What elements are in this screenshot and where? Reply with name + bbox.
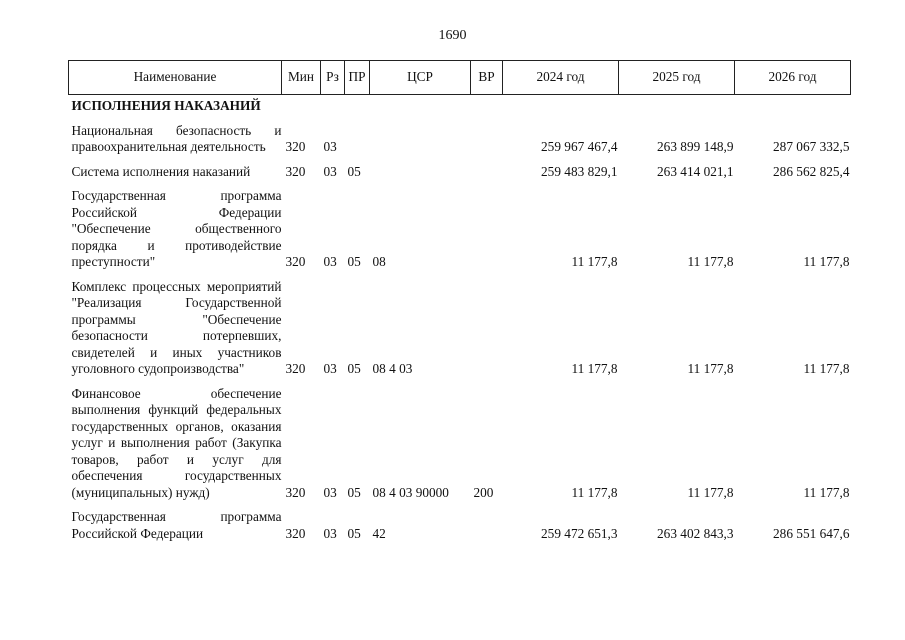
header-min: Мин	[282, 61, 321, 95]
section-title-row	[69, 95, 851, 115]
row-name: Национальная безопасность и правоохранительная деятельность	[71, 122, 282, 154]
table-row	[69, 164, 851, 181]
row-value-2026: 286 562 825,4	[773, 163, 850, 179]
row-pr	[345, 123, 370, 156]
row-pr: 05	[347, 484, 361, 500]
table-row	[69, 279, 851, 378]
row-vr	[471, 123, 503, 156]
header-year-2025: 2025 год	[619, 61, 735, 95]
row-value-2026: 11 177,8	[803, 361, 850, 376]
row-value-2025: 263 402 843,3	[657, 525, 734, 541]
row-min: 320	[285, 139, 306, 154]
row-value-2024: 259 967 467,4	[541, 139, 618, 154]
row-min: 320	[285, 525, 306, 541]
row-vr	[471, 279, 503, 378]
row-min: 320	[285, 254, 306, 269]
header-name: Наименование	[69, 61, 282, 95]
row-pr: 05	[347, 254, 361, 269]
header-pr: ПР	[345, 61, 370, 95]
row-csr: 42	[372, 525, 386, 541]
row-pr: 05	[347, 163, 361, 179]
header-vr: ВР	[471, 61, 503, 95]
row-value-2026: 286 551 647,6	[773, 525, 850, 541]
row-name: Государственная программа Российской Федерации	[71, 509, 282, 541]
table-row	[69, 188, 851, 271]
row-rz: 03	[323, 484, 337, 500]
table-row	[69, 386, 851, 502]
row-min: 320	[285, 163, 306, 179]
table-row	[69, 509, 851, 542]
row-min: 320	[285, 484, 306, 500]
row-vr	[471, 188, 503, 271]
header-csr: ЦСР	[370, 61, 471, 95]
row-name: Государственная программа Российской Федерации "Обеспечение общественного порядка и противодействие преступности"	[71, 188, 282, 269]
row-name: Система исполнения наказаний	[71, 163, 251, 179]
row-value-2026: 11 177,8	[803, 254, 850, 269]
row-value-2024: 259 472 651,3	[541, 525, 618, 541]
row-vr	[471, 509, 503, 542]
row-value-2026: 287 067 332,5	[773, 139, 850, 154]
row-csr	[370, 164, 471, 181]
row-value-2025: 263 899 148,9	[657, 139, 734, 154]
page-number: 1690	[438, 28, 467, 43]
row-csr: 08	[372, 254, 386, 269]
row-vr: 200	[473, 484, 494, 500]
row-value-2024: 11 177,8	[571, 254, 618, 269]
row-pr: 05	[347, 361, 361, 376]
row-value-2025: 11 177,8	[687, 254, 734, 269]
budget-table	[68, 60, 851, 542]
row-rz: 03	[323, 139, 337, 154]
row-csr: 08 4 03 90000	[372, 484, 449, 500]
table-row	[69, 123, 851, 156]
row-value-2024: 11 177,8	[571, 484, 618, 500]
row-name: Финансовое обеспечение выполнения функций федеральных государственных органов, оказания услуг и выполнения работ (Закупка товаров, работ и услуг для обеспечения государственных (муниципальных) нужд)	[71, 385, 282, 500]
row-vr	[471, 164, 503, 181]
row-pr: 05	[347, 525, 361, 541]
row-value-2024: 259 483 829,1	[541, 163, 618, 179]
header-year-2024: 2024 год	[503, 61, 619, 95]
row-rz: 03	[323, 254, 337, 269]
row-value-2025: 263 414 021,1	[657, 163, 734, 179]
header-rz: Рз	[321, 61, 345, 95]
row-rz: 03	[323, 163, 337, 179]
row-name: Комплекс процессных мероприятий "Реализация Государственной программы "Обеспечение безопасности потерпевших, свидетелей и иных участников уголовного судопроизводства"	[71, 278, 282, 376]
row-csr: 08 4 03	[372, 361, 413, 376]
row-value-2025: 11 177,8	[687, 484, 734, 500]
row-rz: 03	[323, 361, 337, 376]
row-value-2024: 11 177,8	[571, 361, 618, 376]
row-value-2025: 11 177,8	[687, 361, 734, 376]
row-csr	[370, 123, 471, 156]
row-min: 320	[285, 361, 306, 376]
table-header-row	[69, 61, 851, 95]
section-title: ИСПОЛНЕНИЯ НАКАЗАНИЙ	[71, 98, 261, 113]
row-rz: 03	[323, 525, 337, 541]
row-value-2026: 11 177,8	[803, 484, 850, 500]
header-year-2026: 2026 год	[735, 61, 851, 95]
